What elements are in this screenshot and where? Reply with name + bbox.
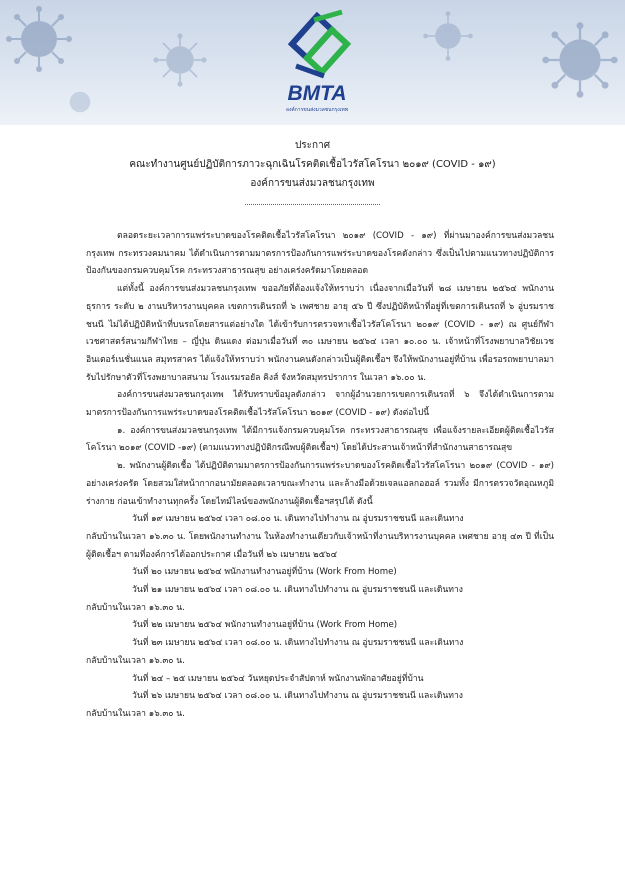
header-banner — [0, 0, 625, 125]
paragraph: แต่ทั้งนี้ องค์การขนส่งมวลชนกรุงเทพ ขออภัยที่ต้องแจ้งให้ทราบว่า เนื่องจากเมื่อวันที่ ๒๘ เมษายน ๒๕๖๔ พนักงานธุรการ ระดับ ๒ งานบริหารงานบุคคล เขตการเดินรถที่ ๖ เพศชาย อายุ ๕๖ ปี ซึ่งปฏิบัติหน้าที่อยู่ที่เขตการเดินรถที่ ๖ อู่บรมราชชนนี ไม่ได้ปฏิบัติหน้าที่บนรถโดยสารแต่อย่างใด ได้เข้ารับการตรวจหาเชื้อไวรัสโคโรนา ๒๐๑๙ (COVID - ๑๙) ณ ศูนย์กีฬาเวชศาสตร์สนามกีฬาไทย – ญี่ปุ่น ดินแดง ต่อมาเมื่อวันที่ ๓๐ เมษายน ๒๕๖๔ เวลา ๑๐.๐๐ น. เจ้าหน้าที่โรงพยาบาลวิชัยเวช อินเตอร์เนชั่นแนล สมุทรสาคร ได้แจ้งให้ทราบว่า พนักงานคนดังกล่าวเป็นผู้ติดเชื้อฯ จึงให้พนักงานอยู่ที่บ้าน เพื่อรอรถพยาบาลมารับไปรักษาตัวที่โรงพยาบาลสนาม โรงแรมรอยัล คิงส์ จังหวัดสมุทรปราการ ในเวลา ๑๖.๐๐ น. — [86, 284, 554, 383]
virus-icon — [540, 20, 620, 100]
timeline-item — [86, 688, 554, 723]
virus-icon — [420, 8, 476, 64]
timeline-date: วันที่ ๑๙ เมษายน ๒๕๖๔ เวลา ๐๘.๐๐ น. เดินทางไปทำงาน ณ อู่บรมราชชนนี และเดินทาง — [132, 514, 464, 525]
heading-line-3: องค์การขนส่งมวลชนกรุงเทพ — [250, 178, 375, 189]
timeline-continuation: กลับบ้านในเวลา ๑๖.๓๐ น. — [86, 708, 185, 719]
timeline-item — [86, 635, 554, 670]
heading-line-2: คณะทำงานศูนย์ปฏิบัติการภาวะฉุกเฉินโรคติดเชื้อไวรัสโคโรนา ๒๐๑๙ (COVID - ๑๙) — [129, 159, 496, 170]
timeline-date: วันที่ ๒๑ เมษายน ๒๕๖๔ เวลา ๐๘.๐๐ น. เดินทางไปทำงาน ณ อู่บรมราชชนนี และเดินทาง — [132, 585, 463, 596]
timeline-date: วันที่ ๒๔ – ๒๕ เมษายน ๒๕๖๔ วันหยุดประจำสัปดาห์ พนักงานพักอาศัยอยู่ที่บ้าน — [132, 673, 424, 684]
timeline-list — [86, 511, 554, 723]
timeline-date: วันที่ ๒๐ เมษายน ๒๕๖๔ พนักงานทำงานอยู่ที่บ้าน (Work From Home) — [132, 567, 397, 578]
timeline-continuation: กลับบ้านในเวลา ๑๖.๓๐ น. โดยพนักงานทำงาน ในห้องทำงานเดียวกับเจ้าหน้าที่งานบริหารงานบุคคล เพศชาย อายุ ๔๓ ปี ที่เป็นผู้ติดเชื้อฯ ตามที่องค์การได้ออกประกาศ เมื่อวันที่ ๒๖ เมษายน ๒๕๖๔ — [86, 531, 554, 560]
timeline-item — [86, 511, 554, 564]
heading-line-1: ประกาศ — [294, 140, 331, 151]
timeline-item — [86, 671, 554, 689]
paragraph: องค์การขนส่งมวลชนกรุงเทพ ได้รับทราบข้อมูลดังกล่าว จากผู้อำนวยการเขตการเดินรถที่ ๖ จึงได้ดำเนินการตามมาตรการป้องกันการแพร่ระบาดของโรคติดเชื้อไวรัสโคโรนา ๒๐๑๙ (COVID - ๑๙) ดังต่อไปนี้ — [86, 390, 554, 419]
announcement-heading — [0, 136, 625, 193]
timeline-date: วันที่ ๒๒ เมษายน ๒๕๖๔ พนักงานทำงานอยู่ที่บ้าน (Work From Home) — [132, 620, 398, 631]
virus-icon — [4, 4, 74, 74]
announcement-body — [86, 228, 554, 724]
timeline-continuation: กลับบ้านในเวลา ๑๖.๓๐ น. — [86, 655, 185, 666]
paragraph: ๒. พนักงานผู้ติดเชื้อ ได้ปฏิบัติตามมาตรการป้องกันการแพร่ระบาดของโรคติดเชื้อไวรัสโคโรนา ๒๐๑๙ (COVID - ๑๙) อย่างเคร่งครัด โดยสวมใส่หน้ากากอนามัยตลอดเวลาขณะทำงาน และล้างมือด้วยเจลแอลกอฮอล์ รวมทั้ง มีการตรวจวัดอุณหภูมิร่างกาย ก่อนเข้าทำงานทุกครั้ง โดยไทม์ไลน์ของพนักงานผู้ติดเชื้อฯสรุปได้ ดังนี้ — [86, 461, 554, 507]
bmta-logo — [272, 6, 362, 118]
bmta-emblem-icon — [272, 6, 362, 86]
timeline-continuation: กลับบ้านในเวลา ๑๖.๓๐ น. — [86, 602, 185, 613]
timeline-item — [86, 564, 554, 582]
paragraph: ๑. องค์การขนส่งมวลชนกรุงเทพ ได้มีการแจ้งกรมควบคุมโรค กระทรวงสาธารณสุข เพื่อแจ้งรายละเอียดผู้ติดเชื้อไวรัสโคโรนา ๒๐๑๙ (COVID -๑๙) (ตามแนวทางปฏิบัติกรณีพบผู้ติดเชื้อฯ) โดยได้ประสานเจ้าหน้าที่สำนักงานสาธารณสุข — [86, 425, 554, 454]
timeline-date: วันที่ ๒๓ เมษายน ๒๕๖๔ เวลา ๐๘.๐๐ น. เดินทางไปทำงาน ณ อู่บรมราชชนนี และเดินทาง — [132, 638, 464, 649]
timeline-item — [86, 617, 554, 635]
timeline-date: วันที่ ๒๖ เมษายน ๒๕๖๔ เวลา ๐๘.๐๐ น. เดินทางไปทำงาน ณ อู่บรมราชชนนี และเดินทาง — [132, 691, 463, 702]
paragraph: ตลอดระยะเวลาการแพร่ระบาดของโรคติดเชื้อไวรัสโคโรนา ๒๐๑๙ (COVID - ๑๙) ที่ผ่านมาองค์การขนส่งมวลชนกรุงเทพ กระทรวงคมนาคม ได้ดำเนินการตามมาตรการป้องกันการแพร่ระบาดของโรคดังกล่าว ซึ่งเป็นไปตามแนวทางปฏิบัติการป้องกันของกรมควบคุมโรค กระทรวงสาธารณสุข อย่างเคร่งครัดมาโดยตลอด — [86, 231, 554, 277]
dotted-divider — [245, 204, 380, 205]
virus-icon — [60, 82, 100, 122]
timeline-item — [86, 582, 554, 617]
virus-icon — [150, 30, 210, 90]
logo-name: BMTA — [287, 82, 347, 105]
logo-subtitle: องค์การขนส่งมวลชนกรุงเทพ — [285, 107, 349, 113]
